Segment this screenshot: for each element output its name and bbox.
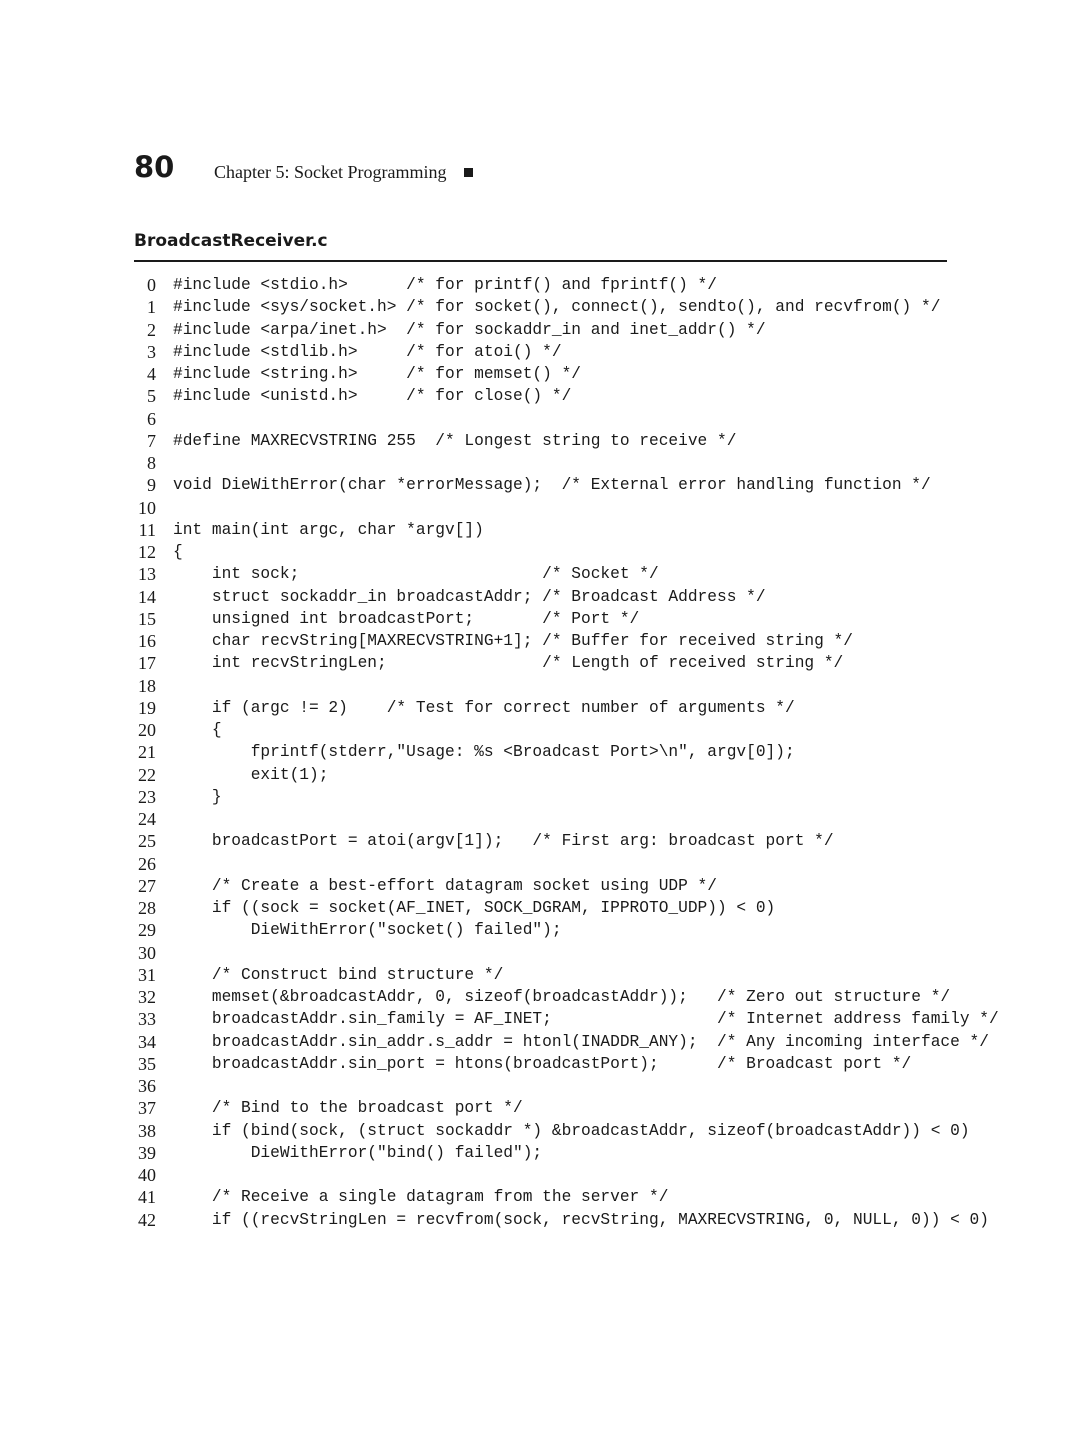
code-line: [134, 1186, 999, 1208]
line-number: 16: [138, 631, 156, 651]
line-code: #define MAXRECVSTRING 255 /* Longest string to receive */: [173, 431, 737, 450]
code-line: [134, 1008, 999, 1030]
code-line: [134, 630, 999, 652]
code-line: [134, 341, 999, 363]
line-number: 0: [147, 275, 156, 295]
code-line: [134, 1031, 999, 1053]
line-code: /* Bind to the broadcast port */: [173, 1099, 523, 1118]
line-code: /* Construct bind structure */: [173, 965, 504, 984]
running-head: [214, 162, 473, 183]
line-number: 19: [138, 697, 156, 718]
code-line: [134, 942, 999, 964]
code-line: [134, 764, 999, 786]
code-line: [134, 964, 999, 986]
line-number: 40: [138, 1165, 156, 1185]
code-line: [134, 430, 999, 452]
line-number: 10: [138, 497, 156, 518]
line-code: DieWithError("socket() failed");: [173, 921, 562, 940]
line-number: 13: [138, 564, 156, 585]
code-line: [134, 919, 999, 941]
line-number: 25: [138, 831, 156, 852]
code-listing: [134, 274, 999, 1231]
line-number: 1: [147, 297, 156, 318]
line-number: 35: [138, 1053, 156, 1074]
line-code: int recvStringLen; /* Length of received string */: [173, 654, 844, 673]
line-code: broadcastPort = atoi(argv[1]); /* First arg: broadcast port */: [173, 832, 834, 851]
code-line: [134, 897, 999, 919]
line-number: 7: [147, 430, 156, 451]
code-line: [134, 519, 999, 541]
line-number: 27: [138, 875, 156, 896]
line-number: 3: [147, 341, 156, 362]
line-code: unsigned int broadcastPort; /* Port */: [173, 609, 640, 628]
line-code: memset(&broadcastAddr, 0, sizeof(broadcastAddr)); /* Zero out structure */: [173, 988, 951, 1006]
line-number: 8: [147, 453, 156, 473]
line-number: 42: [138, 1209, 156, 1230]
line-number: 23: [138, 786, 156, 807]
line-number: 14: [138, 586, 156, 607]
code-line: [134, 875, 999, 897]
line-number: 5: [147, 386, 156, 407]
code-line: [134, 1209, 999, 1231]
code-line: [134, 853, 999, 875]
line-code: #include <arpa/inet.h> /* for sockaddr_in and inet_addr() */: [173, 320, 766, 339]
code-line: [134, 830, 999, 852]
running-head-text: Chapter 5: Socket Programming: [214, 162, 447, 182]
code-line: [134, 808, 999, 830]
line-number: 41: [138, 1187, 156, 1208]
line-code: int main(int argc, char *argv[]): [173, 520, 484, 539]
title-rule: [134, 260, 947, 262]
line-number: 20: [138, 720, 156, 740]
line-code: {: [173, 543, 183, 561]
code-line: [134, 675, 999, 697]
line-code: {: [173, 721, 222, 739]
line-number: 26: [138, 853, 156, 874]
code-line: [134, 1075, 999, 1097]
code-line: [134, 1142, 999, 1164]
code-line: [134, 1097, 999, 1119]
line-code: char recvString[MAXRECVSTRING+1]; /* Buffer for received string */: [173, 632, 853, 650]
line-code: #include <stdlib.h> /* for atoi() */: [173, 342, 562, 361]
code-line: [134, 1120, 999, 1142]
line-number: 33: [138, 1009, 156, 1030]
code-line: [134, 319, 999, 341]
line-code: /* Receive a single datagram from the server */: [173, 1188, 669, 1207]
line-code: }: [173, 787, 222, 806]
line-code: DieWithError("bind() failed");: [173, 1143, 543, 1162]
line-code: if ((sock = socket(AF_INET, SOCK_DGRAM, IPPROTO_UDP)) < 0): [173, 899, 776, 917]
line-code: if (argc != 2) /* Test for correct number of arguments */: [173, 698, 795, 717]
line-code: /* Create a best-effort datagram socket using UDP */: [173, 876, 717, 895]
code-line: [134, 608, 999, 630]
code-line: [134, 541, 999, 563]
line-number: 15: [138, 608, 156, 629]
line-number: 2: [147, 319, 156, 340]
code-line: [134, 497, 999, 519]
line-number: 29: [138, 920, 156, 941]
code-line: [134, 408, 999, 430]
code-line: [134, 652, 999, 674]
line-code: #include <unistd.h> /* for close() */: [173, 387, 572, 406]
line-number: 24: [138, 809, 156, 829]
code-line: [134, 1164, 999, 1186]
line-number: 4: [147, 364, 156, 384]
code-line: [134, 719, 999, 741]
code-line: [134, 786, 999, 808]
line-number: 21: [138, 742, 156, 763]
code-line: [134, 986, 999, 1008]
line-number: 38: [138, 1120, 156, 1141]
line-code: #include <sys/socket.h> /* for socket(), connect(), sendto(), and recvfrom() */: [173, 298, 941, 317]
code-line: [134, 1053, 999, 1075]
line-code: broadcastAddr.sin_port = htons(broadcastPort); /* Broadcast port */: [173, 1054, 912, 1073]
line-code: void DieWithError(char *errorMessage); /* External error handling function */: [173, 476, 931, 495]
line-number: 17: [138, 653, 156, 674]
code-line: [134, 563, 999, 585]
line-code: broadcastAddr.sin_addr.s_addr = htonl(INADDR_ANY); /* Any incoming interface */: [173, 1032, 989, 1051]
line-number: 30: [138, 942, 156, 963]
line-number: 12: [138, 542, 156, 562]
code-line: [134, 697, 999, 719]
code-line: [134, 385, 999, 407]
line-code: if ((recvStringLen = recvfrom(sock, recvString, MAXRECVSTRING, 0, NULL, 0)) < 0): [173, 1210, 989, 1229]
page-number: 80: [134, 150, 175, 184]
line-number: 39: [138, 1142, 156, 1163]
line-number: 34: [138, 1031, 156, 1052]
code-line: [134, 474, 999, 496]
line-number: 9: [147, 475, 156, 496]
code-line: [134, 296, 999, 318]
line-code: struct sockaddr_in broadcastAddr; /* Broadcast Address */: [173, 587, 766, 606]
code-line: [134, 586, 999, 608]
line-number: 37: [138, 1098, 156, 1119]
line-number: 28: [138, 898, 156, 918]
line-number: 18: [138, 675, 156, 696]
listing-title: BroadcastReceiver.c: [134, 231, 328, 251]
code-line: [134, 274, 999, 296]
line-number: 32: [138, 987, 156, 1007]
line-code: broadcastAddr.sin_family = AF_INET; /* Internet address family */: [173, 1010, 999, 1029]
line-code: int sock; /* Socket */: [173, 565, 659, 584]
line-number: 22: [138, 764, 156, 785]
line-code: #include <stdio.h> /* for printf() and fprintf() */: [173, 276, 717, 294]
line-code: exit(1);: [173, 765, 329, 784]
code-line: [134, 363, 999, 385]
line-number: 6: [147, 408, 156, 429]
line-code: if (bind(sock, (struct sockaddr *) &broadcastAddr, sizeof(broadcastAddr)) < 0): [173, 1121, 970, 1140]
code-line: [134, 452, 999, 474]
line-code: fprintf(stderr,"Usage: %s <Broadcast Port>\n", argv[0]);: [173, 743, 795, 762]
line-code: #include <string.h> /* for memset() */: [173, 365, 581, 383]
line-number: 36: [138, 1076, 156, 1096]
line-number: 11: [138, 519, 156, 540]
square-bullet-icon: [464, 168, 473, 177]
line-number: 31: [138, 964, 156, 985]
code-line: [134, 741, 999, 763]
